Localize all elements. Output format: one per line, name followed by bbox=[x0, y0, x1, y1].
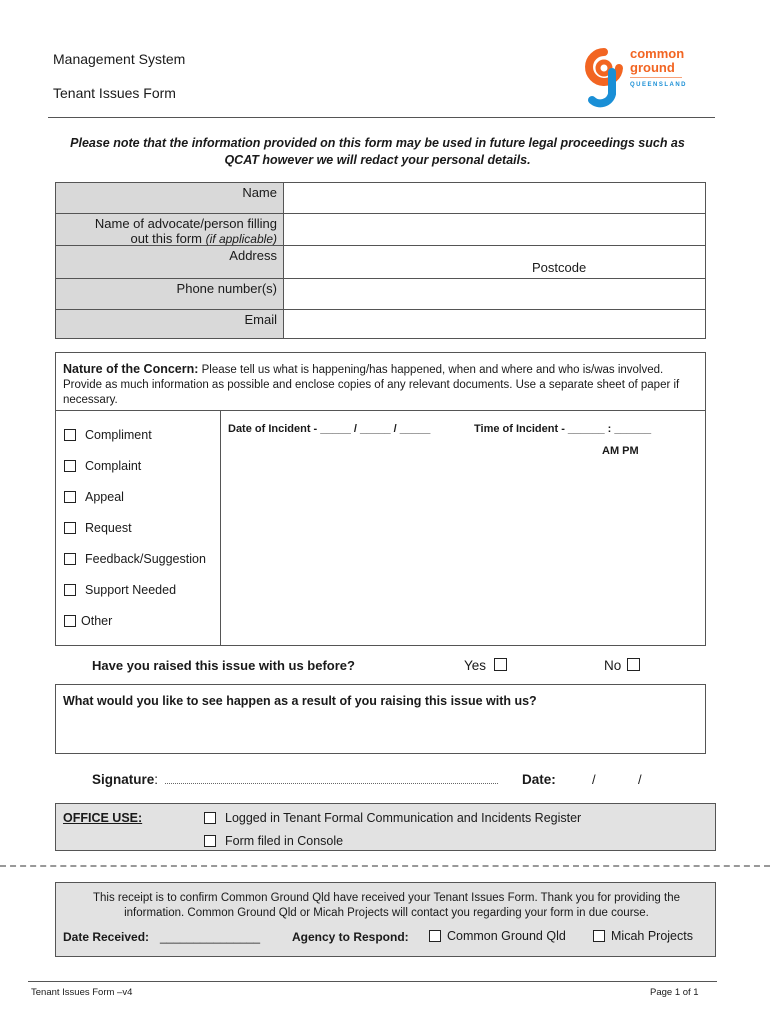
option-label: Complaint bbox=[85, 459, 142, 473]
phone-label: Phone number(s) bbox=[56, 279, 284, 309]
logo-rule bbox=[630, 77, 682, 78]
form-title: Tenant Issues Form bbox=[53, 85, 176, 101]
signature-text: Signature bbox=[92, 772, 155, 787]
option-label: Request bbox=[85, 521, 132, 535]
agency-common-ground-label: Common Ground Qld bbox=[447, 929, 566, 943]
email-label: Email bbox=[56, 310, 284, 338]
advocate-label-text: Name of advocate/person filling out this form bbox=[94, 216, 277, 246]
date-received-field[interactable]: _______________ bbox=[160, 930, 261, 944]
office-use-label: OFFICE USE: bbox=[63, 811, 143, 825]
option-label: Feedback/Suggestion bbox=[85, 552, 206, 566]
address-label: Address bbox=[56, 246, 284, 278]
receipt-text: This receipt is to confirm Common Ground Qld have received your Tenant Issues Form. Thank you for providing the information. Common Ground Qld or Micah Projects will contact you regarding your form in due course. bbox=[93, 892, 680, 919]
office-filed-label: Form filed in Console bbox=[225, 834, 344, 848]
concern-instructions: Please tell us what is happening/has happened, when and where and who is/was involved. Provide as much information as possible and enclose copies of any relevant documents. Use a separate sheet of paper if necessary. bbox=[63, 364, 680, 406]
checkbox[interactable] bbox=[204, 835, 216, 847]
advocate-label bbox=[56, 214, 284, 245]
postcode-label: Postcode bbox=[532, 260, 587, 275]
logo-sub: QUEENSLAND bbox=[630, 82, 688, 88]
checkbox[interactable] bbox=[593, 930, 605, 942]
common-ground-logo bbox=[578, 44, 688, 116]
checkbox[interactable] bbox=[64, 584, 76, 596]
signature-line[interactable] bbox=[165, 783, 498, 784]
outcome-question: What would you like to see happen as a result of you raising this issue with us? bbox=[63, 694, 537, 708]
yes-checkbox[interactable] bbox=[494, 658, 507, 671]
concern-heading: Nature of the Concern: bbox=[63, 362, 199, 376]
legal-notice: Please note that the information provided on this form may be used in future legal proceedings such as QCAT however we will redact your personal details. bbox=[70, 136, 685, 167]
date-received-label: Date Received: bbox=[63, 930, 150, 944]
footer-version: Tenant Issues Form –v4 bbox=[31, 987, 133, 998]
agency-micah-label: Micah Projects bbox=[611, 929, 693, 943]
signature-colon: : bbox=[154, 772, 159, 787]
concern-header bbox=[56, 353, 705, 411]
header-divider bbox=[48, 117, 715, 118]
option-label: Compliment bbox=[85, 428, 152, 442]
raised-question: Have you raised this issue with us before? bbox=[92, 658, 355, 673]
option-label: Support Needed bbox=[85, 583, 177, 597]
concern-section bbox=[55, 352, 706, 646]
date-slash: / bbox=[592, 772, 596, 787]
footer-page: Page 1 of 1 bbox=[650, 987, 699, 998]
checkbox[interactable] bbox=[64, 615, 76, 627]
checkbox[interactable] bbox=[64, 429, 76, 441]
address-row[interactable] bbox=[56, 245, 705, 278]
logo-line1: common bbox=[630, 46, 685, 61]
name-label: Name bbox=[56, 183, 284, 213]
name-row[interactable] bbox=[56, 183, 705, 213]
agency-label: Agency to Respond: bbox=[292, 930, 409, 944]
logo-g-icon bbox=[578, 44, 630, 116]
advocate-note: (if applicable) bbox=[205, 232, 277, 246]
email-row[interactable] bbox=[56, 309, 705, 338]
phone-row[interactable] bbox=[56, 278, 705, 309]
date-slash: / bbox=[638, 772, 642, 787]
no-checkbox[interactable] bbox=[627, 658, 640, 671]
receipt-box bbox=[55, 882, 716, 957]
option-label: Other bbox=[81, 614, 113, 628]
option-label: Appeal bbox=[85, 490, 124, 504]
checkbox[interactable] bbox=[64, 553, 76, 565]
yes-label: Yes bbox=[464, 658, 487, 673]
outcome-box[interactable] bbox=[55, 684, 706, 754]
checkbox[interactable] bbox=[204, 812, 216, 824]
checkbox[interactable] bbox=[64, 522, 76, 534]
footer-divider bbox=[28, 981, 717, 982]
checkbox[interactable] bbox=[64, 460, 76, 472]
am-pm[interactable]: AM PM bbox=[602, 445, 639, 457]
logo-line2: ground bbox=[630, 60, 675, 75]
signature-label bbox=[92, 772, 158, 787]
office-logged-label: Logged in Tenant Formal Communication and Incidents Register bbox=[225, 811, 582, 825]
date-label: Date: bbox=[522, 772, 556, 787]
identity-table bbox=[55, 182, 706, 339]
date-of-incident[interactable]: Date of Incident - _____ / _____ / _____ bbox=[228, 423, 431, 435]
concern-type-list bbox=[56, 411, 221, 645]
checkbox[interactable] bbox=[64, 491, 76, 503]
advocate-row[interactable] bbox=[56, 213, 705, 245]
office-use-box bbox=[55, 803, 716, 851]
cut-line bbox=[0, 865, 770, 867]
checkbox[interactable] bbox=[429, 930, 441, 942]
time-of-incident[interactable]: Time of Incident - ______ : ______ bbox=[474, 423, 652, 435]
system-title: Management System bbox=[53, 51, 186, 67]
no-label: No bbox=[604, 658, 622, 673]
